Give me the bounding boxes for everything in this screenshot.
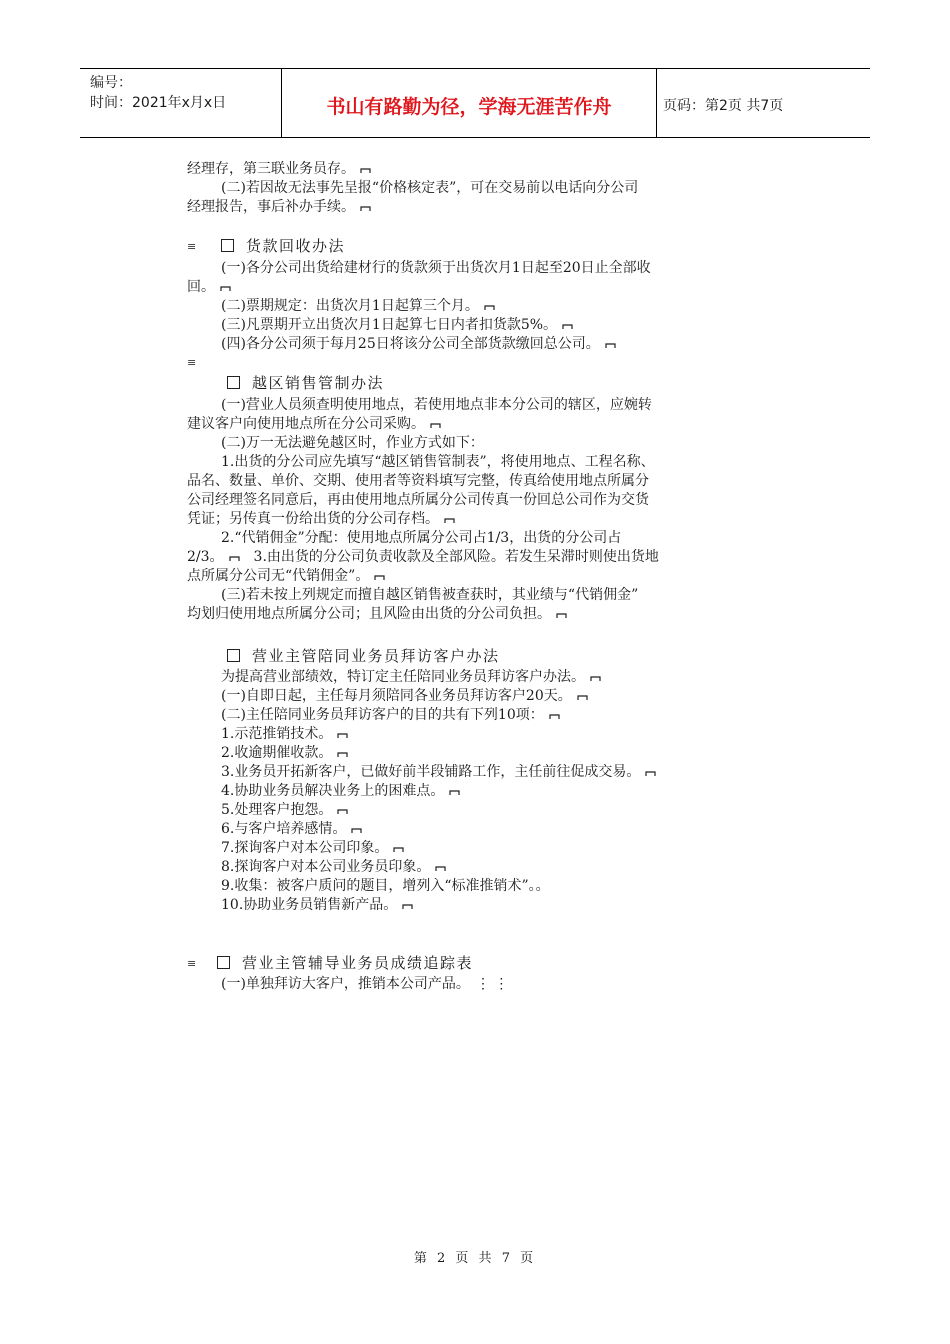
text-line: 公司经理签名同意后，再由使用地点所属分公司传真一份回总公司作为交货: [187, 492, 649, 508]
paragraph-mark-icon: [220, 285, 231, 292]
paragraph-mark-icon: [484, 304, 495, 311]
text-line: 2.“代销佣金”分配：使用地点所属分公司占1/3，出货的分公司占: [221, 530, 622, 546]
section-heading: 营业主管陪同业务员拜访客户办法: [227, 646, 500, 666]
text-line: 回。: [187, 278, 231, 296]
paragraph-mark-icon: [549, 713, 560, 720]
text-line: 建议客户向使用地点所在分公司采购。: [187, 415, 441, 433]
text-line: 点所属分公司无“代销佣金”。: [187, 567, 385, 585]
text-line: (三)若未按上列规定而擅自越区销售被查获时，其业绩与“代销佣金”: [221, 587, 639, 603]
text-line: 品名、数量、单价、交期、使用者等资料填写完整，传真给使用地点所属分: [187, 473, 649, 489]
list-item: 9.收集：被客户质问的题目，增列入“标准推销术”。。: [221, 878, 550, 894]
list-item: 10.协助业务员销售新产品。: [221, 896, 413, 914]
paragraph-mark-icon: [430, 422, 441, 429]
list-item: 6.与客户培养感情。: [221, 820, 362, 838]
paragraph-mark-icon: [590, 675, 601, 682]
paragraph-mark-icon: [360, 167, 371, 174]
text-line: (二)若因故无法事先呈报“价格核定表”，可在交易前以电话向分公司: [221, 180, 639, 196]
text-line: 均划归使用地点所属分公司；且风险由出货的分公司负担。: [187, 605, 567, 623]
list-item: 1.示范推销技术。: [221, 725, 348, 743]
trailing-colons: ⋮ ⋮: [475, 976, 509, 992]
paragraph-mark-icon: [393, 846, 404, 853]
heading-number-glyph: ≡: [187, 356, 197, 369]
list-item: 5.处理客户抱怨。: [221, 801, 348, 819]
paragraph-mark-icon: [577, 694, 588, 701]
header-page-info: 页码：第2页 共7页: [663, 98, 784, 114]
text-line: 经理存，第三联业务员存。: [187, 160, 371, 178]
list-item: 7.探询客户对本公司印象。: [221, 839, 404, 857]
heading-number-glyph: ≡: [187, 957, 197, 970]
paragraph-mark-icon: [605, 342, 616, 349]
text-line: (二)票期规定：出货次月1日起算三个月。: [221, 297, 495, 315]
text-line: (一)各分公司出货给建材行的货款须于出货次月1日起至20日止全部收: [221, 260, 651, 276]
checkbox-icon: [227, 649, 240, 662]
paragraph-mark-icon: [337, 808, 348, 815]
paragraph-mark-icon: [351, 827, 362, 834]
list-item: 8.探询客户对本公司业务员印象。: [221, 858, 446, 876]
text-line: 为提高营业部绩效，特订定主任陪同业务员拜访客户办法。: [221, 668, 601, 686]
text-line: (一)单独拜访大客户，推销本公司产品。 ⋮ ⋮: [221, 976, 509, 992]
section-heading: 越区销售管制办法: [227, 373, 384, 393]
list-item: 3.业务员开拓新客户，已做好前半段铺路工作，主任前往促成交易。: [221, 763, 656, 781]
paragraph-mark-icon: [337, 732, 348, 739]
paragraph-mark-icon: [444, 517, 455, 524]
checkbox-icon: [217, 956, 230, 969]
text-line: 1.出货的分公司应先填写“越区销售管制表”，将使用地点、工程名称、: [221, 454, 655, 470]
paragraph-mark-icon: [360, 205, 371, 212]
paragraph-mark-icon: [374, 574, 385, 581]
text-line: (四)各分公司须于每月25日将该分公司全部货款缴回总公司。: [221, 335, 616, 353]
header-time: 时间：2021年x月x日: [90, 95, 227, 111]
paragraph-mark-icon: [337, 751, 348, 758]
list-item: 4.协助业务员解决业务上的困难点。: [221, 782, 460, 800]
section-heading: 营业主管辅导业务员成绩追踪表: [217, 953, 473, 973]
checkbox-icon: [221, 239, 234, 252]
paragraph-mark-icon: [562, 323, 573, 330]
text-line: 凭证；另传真一份给出货的分公司存档。: [187, 510, 455, 528]
text-line: (二)主任陪同业务员拜访客户的目的共有下列10项：: [221, 706, 560, 724]
page-footer: 第 2 页 共 7 页: [413, 1251, 537, 1266]
header-motto: 书山有路勤为径，学海无涯苦作舟: [282, 69, 657, 137]
paragraph-mark-icon: [449, 789, 460, 796]
section-heading: 货款回收办法: [221, 236, 345, 256]
document-header: [80, 68, 870, 138]
header-meta: [80, 69, 282, 137]
heading-number-glyph: ≡: [187, 240, 197, 253]
header-number: 编号：: [90, 75, 132, 91]
text-line: 2/3。 3.由出货的分公司负责收款及全部风险。若发生呆滞时则使出货地: [187, 549, 659, 565]
checkbox-icon: [227, 376, 240, 389]
list-item: 2.收逾期催收款。: [221, 744, 348, 762]
text-line: (一)营业人员须查明使用地点，若使用地点非本分公司的辖区，应婉转: [221, 397, 652, 413]
trailing-period: 。: [535, 878, 550, 894]
text-line: (一)自即日起，主任每月须陪同各业务员拜访客户20天。: [221, 687, 588, 705]
paragraph-mark-icon: [645, 770, 656, 777]
text-line: (二)万一无法避免越区时，作业方式如下：: [221, 435, 484, 451]
text-line: 经理报告，事后补办手续。: [187, 198, 371, 216]
paragraph-mark-icon: [556, 612, 567, 619]
text-line: (三)凡票期开立出货次月1日起算七日内者扣货款5%。: [221, 316, 573, 334]
paragraph-mark-icon: [435, 865, 446, 872]
paragraph-mark-icon: [402, 903, 413, 910]
paragraph-mark-icon: [229, 555, 240, 562]
